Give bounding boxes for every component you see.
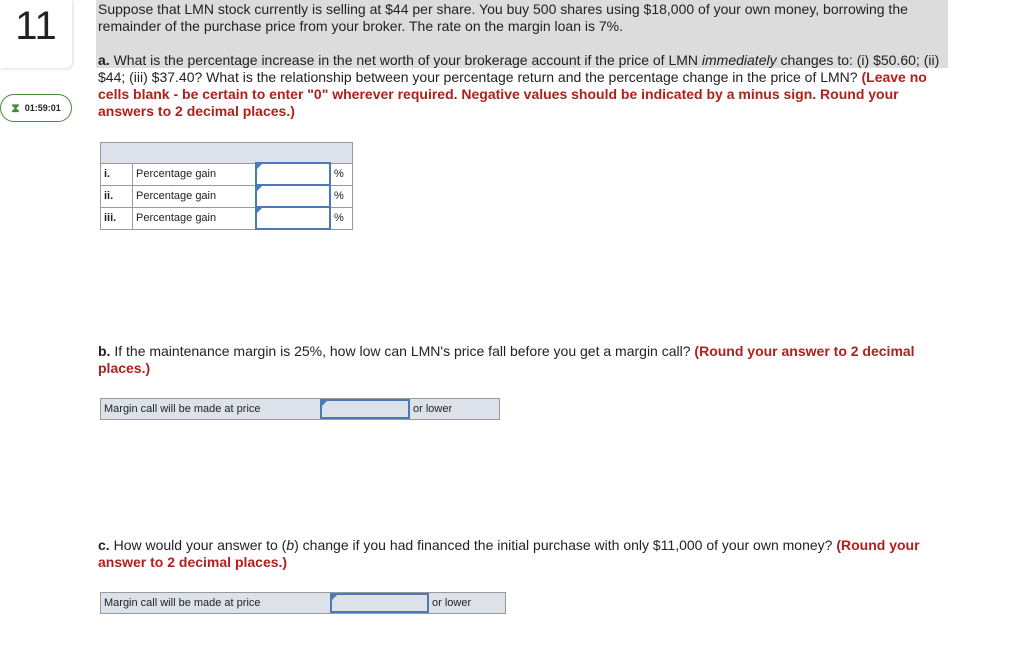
table-row: [101, 207, 353, 229]
margin-call-price-input-b[interactable]: [320, 399, 410, 419]
timer-value: 01:59:01: [24, 103, 61, 113]
part-a-emph: immediately: [701, 52, 777, 68]
part-c-text2: ) change if you had financed the initial purchase with only $11,000 of your own money?: [294, 537, 837, 553]
percentage-gain-input-ii[interactable]: [256, 185, 330, 207]
percentage-gain-input-i[interactable]: [256, 163, 330, 185]
field-label: Margin call will be made at price: [104, 403, 261, 415]
part-c-answer-row: [100, 592, 506, 614]
part-c-instruction: (Round your answer to 2 decimal places.): [98, 537, 920, 570]
suffix: or lower: [413, 403, 453, 415]
part-c-question: [98, 537, 948, 571]
question-number: 11: [0, 0, 72, 68]
unit: %: [330, 163, 353, 185]
row-num: i.: [101, 163, 133, 185]
part-a-table: [100, 142, 353, 230]
row-num: ii.: [101, 185, 133, 207]
margin-call-price-input-c[interactable]: [330, 593, 429, 613]
unit: %: [330, 185, 353, 207]
row-label: Percentage gain: [133, 163, 257, 185]
intro-text: Suppose that LMN stock currently is selling at $44 per share. You buy 500 shares using $18,000 of your own money, borrowing the remainder of the purchase price from your broker. The rate on the margin loan is 7%.: [98, 1, 908, 34]
part-b-text: If the maintenance margin is 25%, how low can LMN's price fall before you get a margin call?: [110, 343, 695, 359]
percentage-gain-input-iii[interactable]: [256, 207, 330, 229]
suffix: or lower: [432, 597, 472, 609]
part-a-question: [98, 52, 948, 120]
row-label: Percentage gain: [133, 207, 257, 229]
part-b-question: [98, 343, 948, 377]
table-header: [101, 143, 353, 164]
row-num: iii.: [101, 207, 133, 229]
table-row: [101, 163, 353, 185]
part-c-emph: b: [286, 537, 295, 553]
part-a-label: a.: [98, 52, 110, 68]
unit: %: [330, 207, 353, 229]
part-a-text: What is the percentage increase in the net worth of your brokerage account if the price of LMN: [109, 52, 702, 68]
part-a-text2: changes to: (i) $50.60; (ii) $44; (iii) $37.40? What is the relationship between your percentage return and the percentage change in the price of LMN?: [98, 52, 940, 85]
field-label: Margin call will be made at price: [104, 597, 261, 609]
part-b-label: b.: [98, 343, 111, 359]
row-label: Percentage gain: [133, 185, 257, 207]
table-row: [101, 185, 353, 207]
part-b-instruction: (Round your answer to 2 decimal places.): [98, 343, 915, 376]
timer[interactable]: [0, 94, 72, 122]
part-b-answer-row: [100, 398, 500, 420]
part-a-instruction: (Leave no cells blank - be certain to enter "0" wherever required. Negative values should be indicated by a minus sign. Round your answers to 2 decimal places.): [98, 69, 927, 119]
part-c-text: How would your answer to (: [109, 537, 287, 553]
part-c-label: c.: [98, 537, 110, 553]
hourglass-icon: ⧗: [11, 100, 20, 115]
